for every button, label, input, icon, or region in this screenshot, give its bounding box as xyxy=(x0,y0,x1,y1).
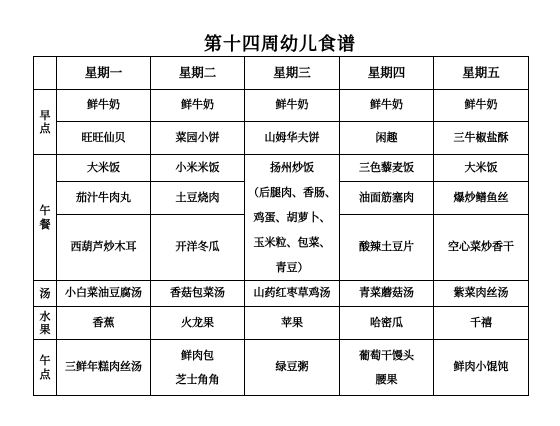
menu-cell: 香菇包菜汤 xyxy=(151,281,245,307)
header-row xyxy=(34,57,529,90)
menu-cell: 土豆烧肉 xyxy=(151,181,245,214)
menu-cell: 鲜肉包 芝士角角 xyxy=(151,340,245,396)
day-header: 星期二 xyxy=(151,57,245,90)
day-header: 星期三 xyxy=(245,57,340,90)
menu-cell: 三鲜年糕肉丝汤 xyxy=(57,340,151,396)
menu-cell: 三牛椒盐酥 xyxy=(434,122,529,155)
menu-cell: 山姆华夫饼 xyxy=(245,122,340,155)
menu-cell: 葡萄干馒头 腰果 xyxy=(340,340,434,396)
menu-cell: 鲜牛奶 xyxy=(57,90,151,122)
corner-cell xyxy=(34,57,57,90)
meal-label-breakfast: 早 点 xyxy=(34,90,57,155)
menu-cell: 酸辣土豆片 xyxy=(340,214,434,280)
lunch-row xyxy=(34,155,529,182)
menu-cell: 鲜牛奶 xyxy=(245,90,340,122)
meal-label-snack: 午 点 xyxy=(34,340,57,396)
menu-cell: 鲜肉小馄饨 xyxy=(434,340,529,396)
menu-cell: 开洋冬瓜 xyxy=(151,214,245,280)
breakfast-row xyxy=(34,122,529,155)
menu-cell: 紫菜肉丝汤 xyxy=(434,281,529,307)
menu-cell: 鲜牛奶 xyxy=(434,90,529,122)
menu-table xyxy=(33,56,529,396)
page-title: 第十四周幼儿食谱 xyxy=(204,34,356,55)
menu-cell: 大米饭 xyxy=(57,155,151,182)
menu-cell-fried-rice: 扬州炒饭 （后腿肉、香肠、 鸡蛋、胡萝卜、 玉米粒、包菜、 青豆） xyxy=(245,155,340,281)
menu-cell: 苹果 xyxy=(245,307,340,340)
day-header: 星期四 xyxy=(340,57,434,90)
meal-label-lunch: 午 餐 xyxy=(34,155,57,281)
menu-cell: 小白菜油豆腐汤 xyxy=(57,281,151,307)
menu-cell: 小米米饭 xyxy=(151,155,245,182)
menu-cell: 茄汁牛肉丸 xyxy=(57,181,151,214)
menu-cell: 旺旺仙贝 xyxy=(57,122,151,155)
menu-cell: 空心菜炒香干 xyxy=(434,214,529,280)
menu-cell: 哈密瓜 xyxy=(340,307,434,340)
menu-cell: 青菜蘑菇汤 xyxy=(340,281,434,307)
fruit-row xyxy=(34,307,529,340)
meal-label-soup: 汤 xyxy=(34,281,57,307)
menu-cell: 千禧 xyxy=(434,307,529,340)
soup-row xyxy=(34,281,529,307)
menu-cell: 西葫芦炒木耳 xyxy=(57,214,151,280)
meal-label-fruit: 水 果 xyxy=(34,307,57,340)
menu-cell: 火龙果 xyxy=(151,307,245,340)
menu-cell: 油面筋塞肉 xyxy=(340,181,434,214)
menu-cell: 大米饭 xyxy=(434,155,529,182)
menu-cell: 爆炒鳝鱼丝 xyxy=(434,181,529,214)
menu-cell: 绿豆粥 xyxy=(245,340,340,396)
day-header: 星期五 xyxy=(434,57,529,90)
breakfast-row xyxy=(34,90,529,122)
snack-row xyxy=(34,340,529,396)
day-header: 星期一 xyxy=(57,57,151,90)
menu-cell: 鲜牛奶 xyxy=(151,90,245,122)
menu-cell: 菜园小饼 xyxy=(151,122,245,155)
menu-cell: 三色藜麦饭 xyxy=(340,155,434,182)
menu-cell: 香蕉 xyxy=(57,307,151,340)
menu-cell: 鲜牛奶 xyxy=(340,90,434,122)
menu-cell: 山药红枣草鸡汤 xyxy=(245,281,340,307)
menu-cell: 闲趣 xyxy=(340,122,434,155)
